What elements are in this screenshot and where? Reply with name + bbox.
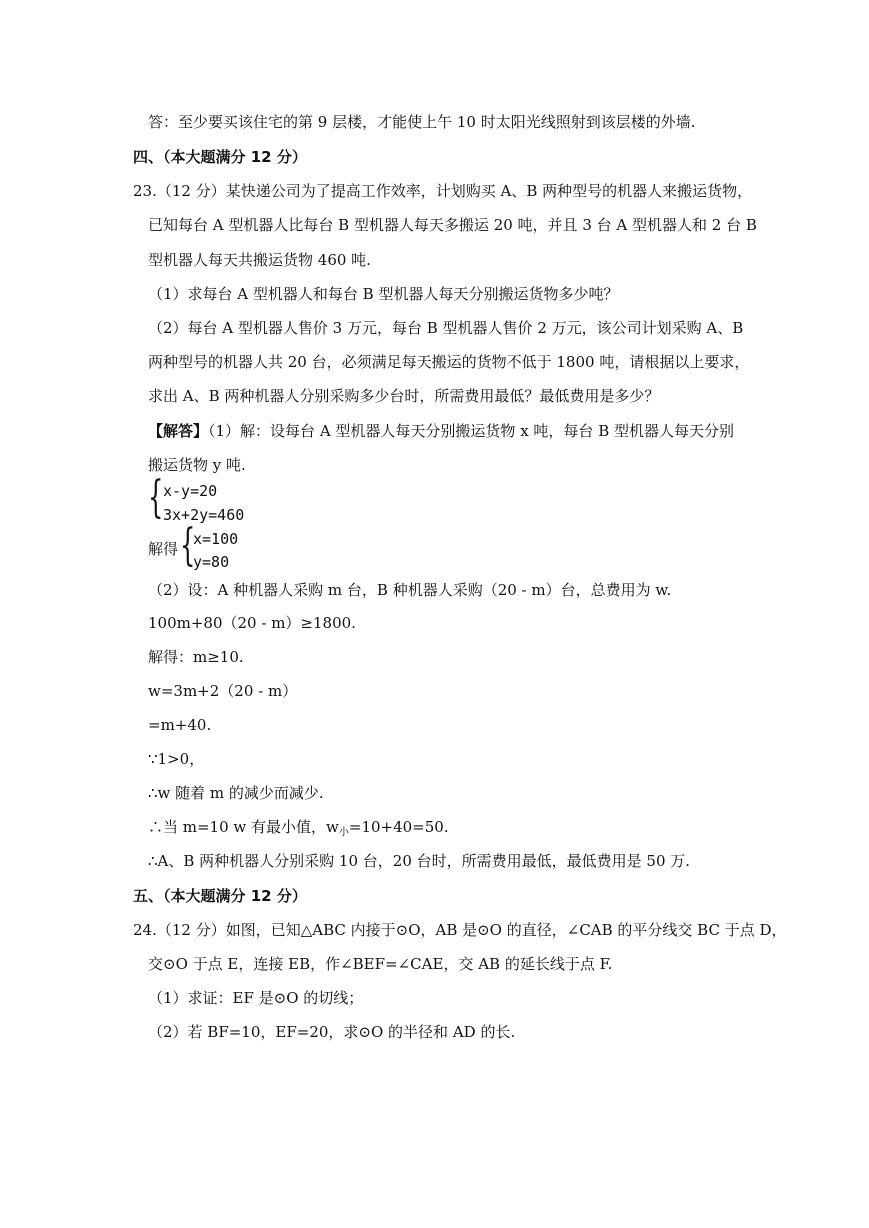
equation-system [148, 472, 268, 528]
equation-2: 3x+2y=460 [163, 506, 245, 524]
left-brace: { [148, 472, 164, 523]
solution-line-1 [148, 421, 734, 441]
sol2-line-2: 100m+80（20 - m）≥1800. [148, 614, 356, 632]
sol2-line-4: w=3m+2（20 - m） [148, 682, 298, 700]
solution-text: （1）解：设每台 A 型机器人每天分别搬运货物 x 吨，每台 B 型机器人每天分别 [208, 422, 734, 440]
sol2-line-8 [148, 817, 449, 843]
q23-part-2-line-1: （2）每台 A 型机器人售价 3 万元，每台 B 型机器人售价 2 万元，该公司计划采购 A、B [148, 319, 744, 337]
q23-part-1: （1）求每台 A 型机器人和每台 B 型机器人每天分别搬运货物多少吨？ [148, 285, 619, 303]
q23-part-2-line-2: 两种型号的机器人共 20 台，必须满足每天搬运的货物不低于 1800 吨，请根据以上要求， [148, 353, 750, 371]
left-brace: { [180, 520, 196, 571]
solution-y: y=80 [193, 553, 230, 571]
q23-part-2-line-3: 求出 A、B 两种机器人分别采购多少台时，所需费用最低？最低费用是多少？ [148, 387, 660, 405]
q23-line-1: 23.（12 分）某快递公司为了提高工作效率，计划购买 A、B 两种型号的机器人来搬运货物， [133, 182, 753, 200]
answer-line: 答：至少要买该住宅的第 9 层楼，才能使上午 10 时太阳光线照射到该层楼的外墙. [148, 113, 696, 131]
sol2-line-3: 解得：m≥10. [148, 648, 244, 666]
q23-line-3: 型机器人每天共搬运货物 460 吨. [148, 251, 371, 269]
solution-tag: 【解答】 [148, 422, 209, 440]
equation-1: x-y=20 [163, 482, 218, 500]
sol2-line-6: ∵1>0， [148, 750, 205, 768]
q23-line-2: 已知每台 A 型机器人比每台 B 型机器人每天多搬运 20 吨，并且 3 台 A 型机器人和 2 台 B [148, 216, 757, 234]
min-subscript: 小 [338, 827, 349, 838]
min-value-post: =10+40=50. [348, 818, 449, 836]
q24-part-2: （2）若 BF=10，EF=20，求⊙O 的半径和 AD 的长. [148, 1023, 516, 1041]
q24-line-1: 24.（12 分）如图，已知△ABC 内接于⊙O，AB 是⊙O 的直径，∠CAB 的平分线交 BC 于点 D， [133, 921, 787, 939]
solution-x: x=100 [193, 530, 239, 548]
q24-line-2: 交⊙O 于点 E，连接 EB，作∠BEF=∠CAE，交 AB 的延长线于点 F. [148, 955, 613, 973]
solution-line-2: 搬运货物 y 吨. [148, 456, 246, 474]
solved-label: 解得 [148, 540, 179, 558]
sol2-line-7: ∴w 随着 m 的减少而减少. [148, 784, 324, 802]
section-4-title: 四、（本大题满分 12 分） [133, 148, 307, 166]
sol2-line-5: =m+40. [148, 716, 212, 734]
sol2-line-9: ∴A、B 两种机器人分别采购 10 台，20 台时，所需费用最低，最低费用是 50 万. [148, 852, 691, 870]
section-5-title: 五、（本大题满分 12 分） [133, 887, 307, 905]
sol2-line-1: （2）设：A 种机器人采购 m 台，B 种机器人采购（20 - m）台，总费用为 w. [148, 581, 672, 599]
min-value-pre: ∴当 m=10 w 有最小值，w [148, 818, 339, 836]
q24-part-1: （1）求证：EF 是⊙O 的切线； [148, 989, 364, 1007]
solution-system [148, 520, 278, 574]
